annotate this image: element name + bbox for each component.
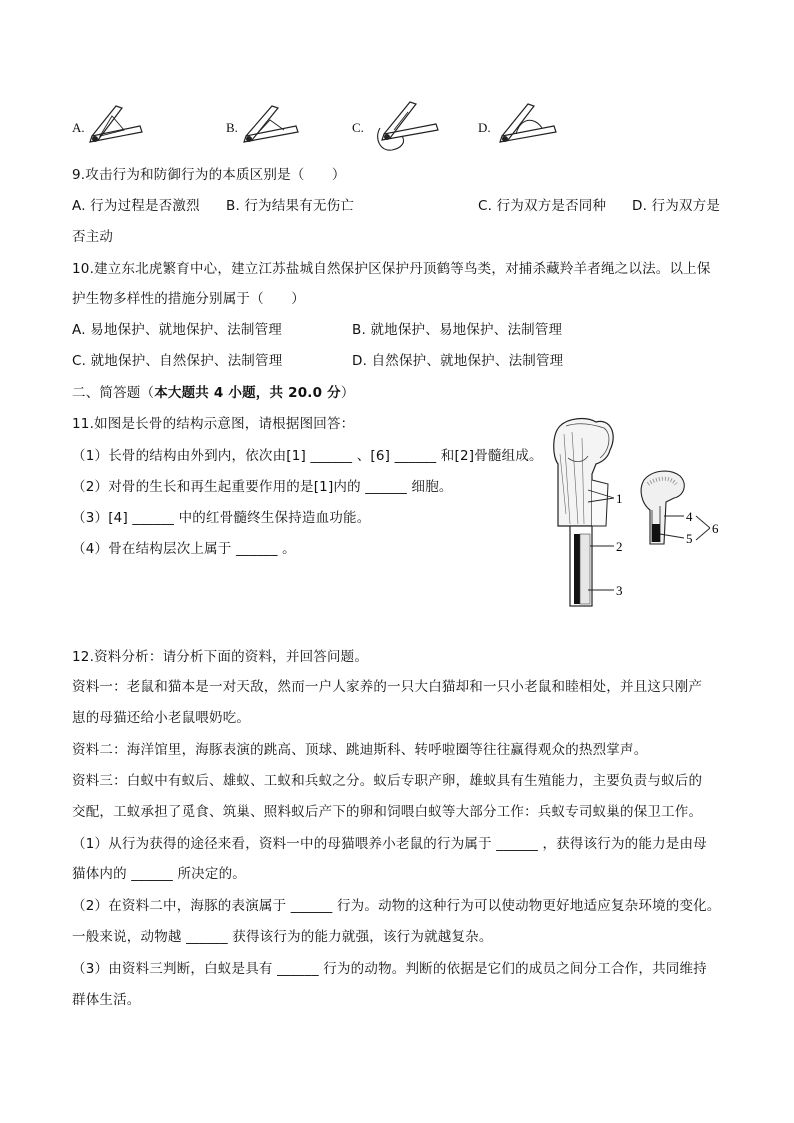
question-10-stem: 10.建立东北虎繁育中心，建立江苏盐城自然保护区保护丹顶鹤等鸟类，对捕杀藏羚羊者绳之以法。以上保	[72, 261, 711, 277]
bone-label-4: 4	[686, 509, 693, 524]
question-11-stem: 11.如图是长骨的结构示意图，请根据图回答：	[72, 416, 355, 432]
question-11-part-3: （3）[4] ______ 中的红骨髓终生保持造血功能。	[72, 510, 371, 526]
question-12-part-3-continued: 群体生活。	[72, 992, 141, 1008]
question-11-part-1: （1）长骨的结构由外到内，依次由[1] ______ 、[6] ______ 和[2]骨髓组成。	[72, 448, 543, 464]
question-9-option-d-continued: 否主动	[72, 229, 114, 245]
question-12-part-3: （3）由资料三判断，白蚁是具有 ______ 行为的动物。判断的依据是它们的成员之间分工合作，共同维持	[72, 961, 707, 977]
question-12-part-2: （2）在资料二中，海豚的表演属于 ______ 行为。动物的这种行为可以使动物更好地适应复杂环境的变化。	[72, 898, 721, 914]
option-d-label: D.	[478, 120, 491, 135]
option-c-label: C.	[352, 120, 364, 135]
arm-joint-diagram-icon	[240, 102, 302, 148]
section-heading-prefix: 二、简答题（	[72, 385, 155, 401]
question-10-option-b: B. 就地保护、易地保护、法制管理	[352, 322, 563, 338]
option-a-label: A.	[72, 120, 85, 135]
material-3: 资料三：白蚁中有蚁后、雄蚁、工蚁和兵蚁之分。蚁后专职产卵，雄蚁具有生殖能力，主要负责与蚁后的	[72, 773, 703, 789]
material-1: 资料一：老鼠和猫本是一对天敌，然而一户人家养的一只大白猫却和一只小老鼠和睦相处，并且这只刚产	[72, 679, 703, 695]
material-3-continued: 交配，工蚁承担了觅食、筑巢、照料蚁后产下的卵和饲喂白蚁等大部分工作：兵蚁专司蚁巢的保卫工作。	[72, 804, 703, 820]
question-9-option-d: D. 行为双方是	[632, 198, 721, 214]
bone-label-1: 1	[616, 491, 623, 506]
material-1-continued: 崽的母猫还给小老鼠喂奶吃。	[72, 710, 251, 726]
section-heading-suffix: ）	[340, 385, 355, 401]
bone-label-5: 5	[686, 531, 693, 546]
arm-muscle-diagram-icon	[494, 100, 560, 150]
question-10-option-d: D. 自然保护、就地保护、法制管理	[352, 353, 564, 369]
question-10-option-a: A. 易地保护、就地保护、法制管理	[72, 322, 282, 338]
question-9-option-a: A. 行为过程是否激烈	[72, 198, 200, 214]
question-12-part-2-continued: 一般来说，动物越 ______ 获得该行为的能力就强，该行为就越复杂。	[72, 929, 493, 945]
bone-label-6: 6	[712, 521, 719, 536]
question-10-stem-continued: 护生物多样性的措施分别属于（ ）	[72, 291, 305, 307]
question-10-option-c: C. 就地保护、自然保护、法制管理	[72, 353, 283, 369]
question-9-option-b: B. 行为结果有无伤亡	[226, 198, 355, 214]
question-11-part-2: （2）对骨的生长和再生起重要作用的是[1]内的 ______ 细胞。	[72, 479, 453, 495]
long-bone-diagram	[548, 414, 728, 610]
question-12-part-1-continued: 猫体内的 ______ 所决定的。	[72, 866, 246, 882]
section-heading-bold: 本大题共 4 小题，共 20.0 分	[154, 385, 341, 401]
question-9-stem: 9.攻击行为和防御行为的本质区别是（ ）	[72, 167, 346, 183]
bone-label-2: 2	[616, 539, 623, 554]
arm-muscle-diagram-icon	[372, 98, 444, 156]
section-heading	[72, 384, 355, 402]
question-12-stem: 12.资料分析：请分析下面的资料，并回答问题。	[72, 649, 369, 665]
material-2: 资料二：海洋馆里，海豚表演的跳高、顶球、跳迪斯科、转呼啦圈等往往赢得观众的热烈掌声。	[72, 742, 648, 758]
bone-label-3: 3	[616, 583, 623, 598]
question-11-part-4: （4）骨在结构层次上属于 ______ 。	[72, 541, 296, 557]
option-b-label: B.	[226, 120, 238, 135]
question-9-option-c: C. 行为双方是否同种	[478, 198, 607, 214]
arm-joint-diagram-icon	[86, 102, 148, 148]
question-12-part-1: （1）从行为获得的途径来看，资料一中的母猫喂养小老鼠的行为属于 ______ ，获得该行为的能力是由母	[72, 836, 707, 852]
